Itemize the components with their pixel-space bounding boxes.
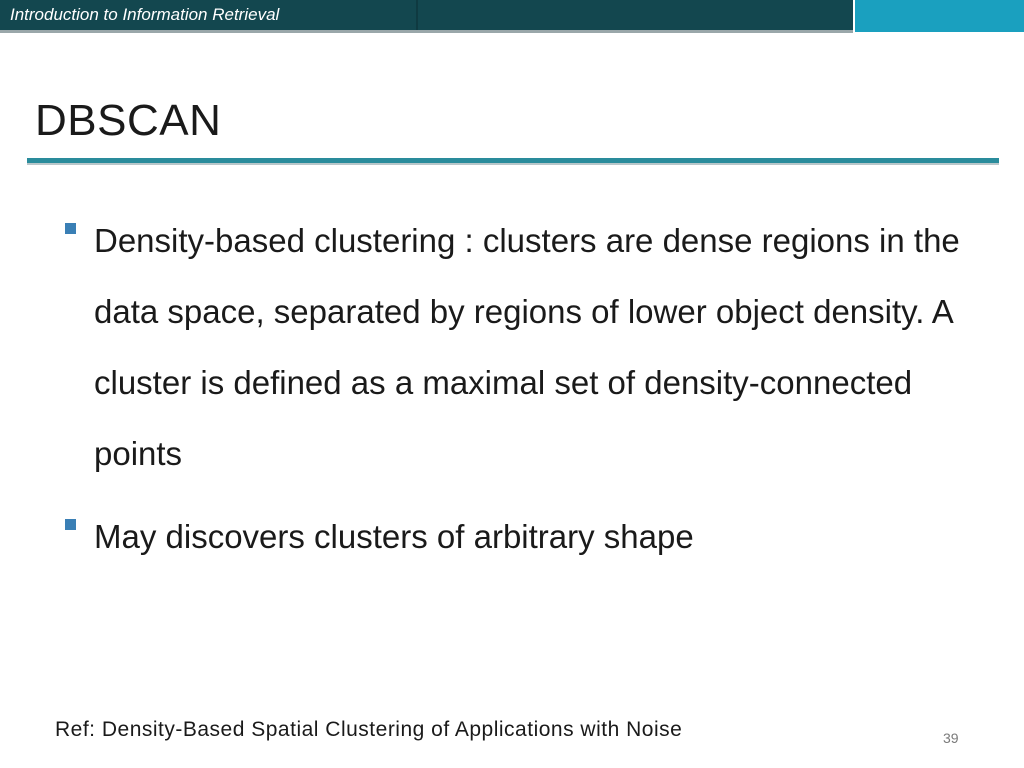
bullet-list xyxy=(63,205,993,572)
header-underline xyxy=(0,30,853,33)
page-number: 39 xyxy=(943,730,959,746)
bullet-item xyxy=(63,501,993,572)
square-bullet-icon xyxy=(65,223,76,234)
header-bar xyxy=(0,0,1024,32)
header-divider xyxy=(416,0,418,32)
header-bar-accent xyxy=(855,0,1024,32)
bullet-item xyxy=(63,205,993,489)
square-bullet-icon xyxy=(65,519,76,530)
bullet-text: Density-based clustering : clusters are dense regions in the data space, separated by regions of lower object density. A cluster is defined as a maximal set of density-connected points xyxy=(94,222,960,472)
course-title: Introduction to Information Retrieval xyxy=(10,5,280,24)
slide-title: DBSCAN xyxy=(35,96,222,145)
title-rule xyxy=(27,158,999,165)
reference-note: Ref: Density-Based Spatial Clustering of Applications with Noise xyxy=(55,718,683,741)
bullet-text: May discovers clusters of arbitrary shape xyxy=(94,518,694,555)
